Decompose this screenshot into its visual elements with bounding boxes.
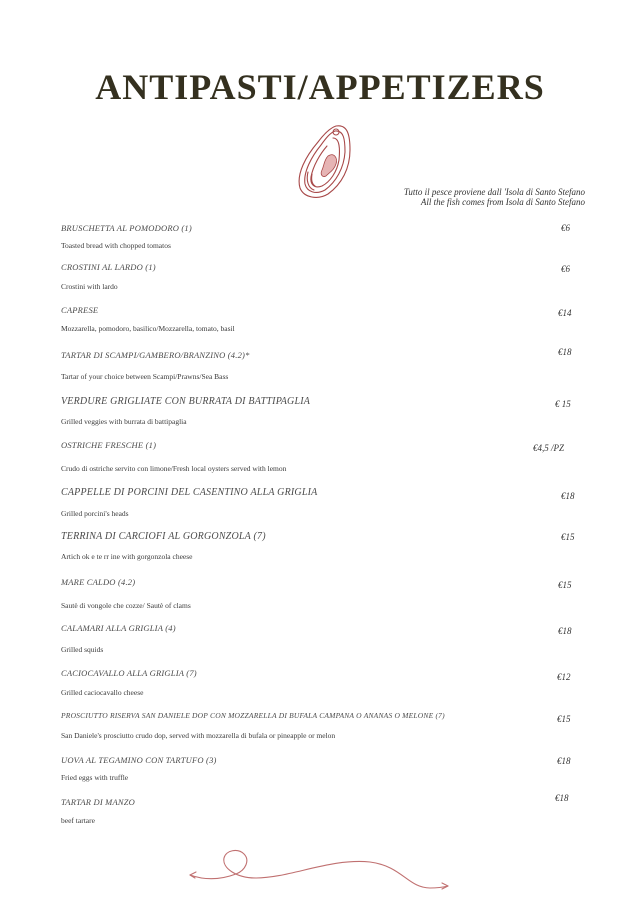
item-name: CAPRESE: [61, 305, 99, 315]
item-price: €18: [555, 793, 569, 803]
item-price: €12: [557, 672, 571, 682]
item-name: OSTRICHE FRESCHE (1): [61, 440, 157, 450]
item-name: MARE CALDO (4.2): [61, 577, 136, 587]
item-desc: Fried eggs with truffle: [61, 773, 129, 782]
item-name: UOVA AL TEGAMINO CON TARTUFO (3): [61, 755, 217, 765]
item-name: TARTAR DI SCAMPI/GAMBERO/BRANZINO (4.2)*: [61, 350, 250, 360]
item-desc: Grilled squids: [61, 645, 104, 654]
item-price: €15: [558, 580, 572, 590]
item-desc: Crostini with lardo: [61, 282, 118, 291]
item-desc: Artich ok e te rr ine with gorgonzola cheese: [61, 552, 193, 561]
item-price: €4,5 /PZ: [533, 443, 565, 453]
item-desc: Mozzarella, pomodoro, basilico/Mozzarella, tomato, basil: [61, 324, 235, 333]
fish-origin-note: [360, 188, 585, 207]
item-name: TARTAR DI MANZO: [61, 797, 135, 807]
item-desc: Grilled caciocavallo cheese: [61, 688, 144, 697]
item-price: €6: [561, 223, 570, 233]
item-name: TERRINA DI CARCIOFI AL GORGONZOLA (7): [61, 531, 266, 542]
fish-origin-note-english: All the fish comes from Isola di Santo Stefano: [420, 196, 585, 207]
item-name: CALAMARI ALLA GRIGLIA (4): [61, 623, 176, 633]
item-price: €6: [561, 264, 570, 274]
item-price: €18: [558, 347, 572, 357]
item-desc: Sautè di vongole che cozze/ Sautè of clams: [61, 601, 191, 610]
page-title: ANTIPASTI/APPETIZERS: [95, 67, 545, 107]
item-price: €18: [561, 491, 575, 501]
item-desc: Grilled veggies with burrata di battipaglia: [61, 417, 187, 426]
item-name: BRUSCHETTA AL POMODORO (1): [61, 223, 192, 233]
item-price: €18: [558, 626, 572, 636]
item-price: €18: [557, 756, 571, 766]
item-desc: Tartar of your choice between Scampi/Prawns/Sea Bass: [61, 372, 229, 381]
item-desc: Grilled porcini's heads: [61, 509, 129, 518]
item-name: VERDURE GRIGLIATE CON BURRATA DI BATTIPAGLIA: [61, 396, 311, 407]
item-desc: Crudo di ostriche servito con limone/Fresh local oysters served with lemon: [61, 464, 287, 473]
item-price: €14: [558, 308, 572, 318]
item-name: CROSTINI AL LARDO (1): [61, 262, 156, 272]
item-name: CAPPELLE DI PORCINI DEL CASENTINO ALLA GRIGLIA: [61, 487, 318, 498]
item-price: €15: [557, 714, 571, 724]
fish-origin-note-italian: Tutto il pesce proviene dall 'Isola di Santo Stefano: [403, 187, 585, 197]
decorative-swirl-icon: [180, 848, 460, 893]
item-desc: beef tartare: [61, 816, 95, 825]
item-desc: Toasted bread with chopped tomatos: [61, 241, 171, 250]
item-name: CACIOCAVALLO ALLA GRIGLIA (7): [61, 668, 197, 678]
item-name: PROSCIUTTO RISERVA SAN DANIELE DOP CON MOZZARELLA DI BUFALA CAMPANA O ANANAS O MELONE (7): [61, 711, 445, 720]
item-price: €15: [561, 532, 575, 542]
item-desc: San Daniele's prosciutto crudo dop, served with mozzarella di bufala or pineapple or melon: [61, 731, 336, 740]
item-price: € 15: [555, 399, 571, 409]
